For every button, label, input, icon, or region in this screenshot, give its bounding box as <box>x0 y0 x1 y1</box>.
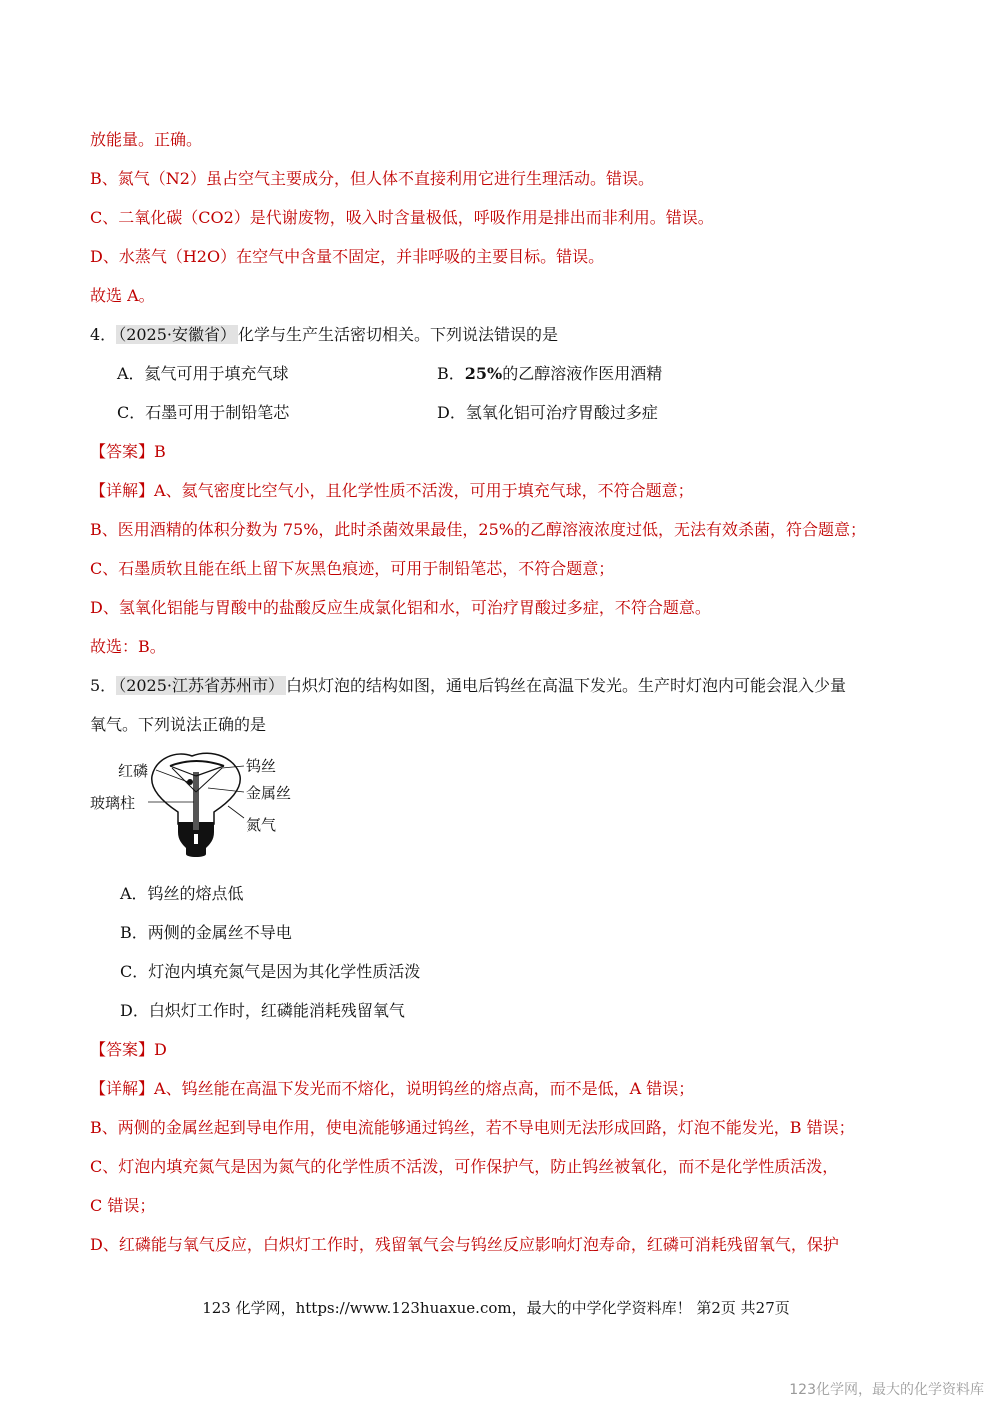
leader-red-phosphorus <box>156 770 188 782</box>
q4-option-b-letter: B． <box>437 364 465 383</box>
q3-option-d-explanation: D、水蒸气（H2O）在空气中含量不固定，并非呼吸的主要目标。错误。 <box>90 247 605 266</box>
q5-detail-label: 【详解】 <box>90 1079 155 1098</box>
q4-detail-d: D、氢氧化铝能与胃酸中的盐酸反应生成氯化铝和水，可治疗胃酸过多症，不符合题意。 <box>90 598 711 617</box>
q5-stem-line2: 氧气。下列说法正确的是 <box>90 715 267 734</box>
q5-option-a: A．钨丝的熔点低 <box>120 884 244 903</box>
q4-source-tag: （2025·安徽省） <box>118 325 236 344</box>
q4-option-b <box>437 364 662 384</box>
q5-option-b: B．两侧的金属丝不导电 <box>120 923 292 942</box>
q5-detail-c-line2: C 错误； <box>90 1196 156 1215</box>
q3-option-c-explanation: C、二氧化碳（CO2）是代谢废物，吸入时含量极低，呼吸作用是排出而非利用。错误。 <box>90 208 714 227</box>
q5-detail-d: D、红磷能与氧气反应，白炽灯工作时，残留氧气会与钨丝反应影响灯泡寿命，红磷可消耗残留氧气，保护 <box>90 1235 839 1254</box>
q4-detail-b: B、医用酒精的体积分数为 75%，此时杀菌效果最佳，25%的乙醇溶液浓度过低，无法有效杀菌，符合题意； <box>90 520 866 539</box>
q5-source-tag: （2025·江苏省苏州市） <box>118 676 284 695</box>
q5-answer-label: 【答案】 <box>90 1040 155 1059</box>
bulb-base-highlight <box>194 834 198 844</box>
figure-label-metal-wire: 金属丝 <box>246 784 292 802</box>
q5-detail-a <box>90 1079 694 1099</box>
q5-detail-c-line1: C、灯泡内填充氮气是因为氮气的化学性质不活泼，可作保护气，防止钨丝被氧化，而不是化学性质活泼， <box>90 1157 839 1176</box>
figure-label-tungsten: 钨丝 <box>246 757 277 775</box>
q4-answer-label: 【答案】 <box>90 442 155 461</box>
tungsten-filament <box>170 761 224 766</box>
q3-choice: 故选 A。 <box>90 286 155 305</box>
q5-stem-line1 <box>90 676 846 696</box>
q4-detail-c: C、石墨质软且能在纸上留下灰黑色痕迹，可用于制铅笔芯，不符合题意； <box>90 559 615 578</box>
leader-nitrogen <box>228 806 244 818</box>
figure-label-glass-rod: 玻璃柱 <box>90 794 136 812</box>
q4-answer <box>90 442 166 462</box>
q5-stem-text: 白炽灯泡的结构如图，通电后钨丝在高温下发光。生产时灯泡内可能会混入少量 <box>286 676 847 695</box>
q4-answer-value: B <box>154 442 166 461</box>
metal-wire-right <box>196 766 224 776</box>
q5-answer-value: D <box>154 1040 167 1059</box>
watermark: 123化学网，最大的化学资料库 <box>789 1382 984 1398</box>
q4-choice: 故选：B。 <box>90 637 166 656</box>
leader-tungsten <box>222 766 244 768</box>
page-footer: 123 化学网，https://www.123huaxue.com，最大的中学化学资料库！ 第2页 共27页 <box>202 1299 790 1317</box>
q4-option-b-text: 的乙醇溶液作医用酒精 <box>502 364 663 383</box>
q5-number: 5． <box>90 676 117 695</box>
q4-stem-text: 化学与生产生活密切相关。下列说法错误的是 <box>238 325 559 344</box>
q5-detail-a-text: A、钨丝能在高温下发光而不熔化，说明钨丝的熔点高，而不是低，A 错误； <box>154 1079 695 1098</box>
q3-prev-line: 放能量。正确。 <box>90 130 203 149</box>
q5-answer <box>90 1040 167 1060</box>
q4-option-c: C．石墨可用于制铅笔芯 <box>117 403 290 422</box>
q4-detail-label: 【详解】 <box>90 481 155 500</box>
figure-label-red-phosphorus: 红磷 <box>118 762 149 780</box>
q5-detail-b: B、两侧的金属丝起到导电作用，使电流能够通过钨丝，若不导电则无法形成回路，灯泡不能发光，B 错误； <box>90 1118 855 1137</box>
q4-option-b-percent: 25% <box>464 364 503 383</box>
q4-stem <box>90 325 558 345</box>
figure-label-nitrogen: 氮气 <box>246 816 277 834</box>
metal-wire-left <box>170 766 196 776</box>
q3-option-b-explanation: B、氮气（N2）虽占空气主要成分，但人体不直接利用它进行生理活动。错误。 <box>90 169 654 188</box>
q4-option-d: D．氢氧化铝可治疗胃酸过多症 <box>437 403 658 422</box>
q4-option-a: A．氦气可用于填充气球 <box>117 364 289 383</box>
q5-option-d: D．白炽灯工作时，红磷能消耗残留氧气 <box>120 1001 405 1020</box>
q4-number: 4． <box>90 325 117 344</box>
q4-detail-a-text: A、氦气密度比空气小，且化学性质不活泼，可用于填充气球，不符合题意； <box>154 481 694 500</box>
q5-option-c: C．灯泡内填充氮气是因为其化学性质活泼 <box>120 962 421 981</box>
glass-rod <box>193 772 199 830</box>
q4-detail-a <box>90 481 694 501</box>
